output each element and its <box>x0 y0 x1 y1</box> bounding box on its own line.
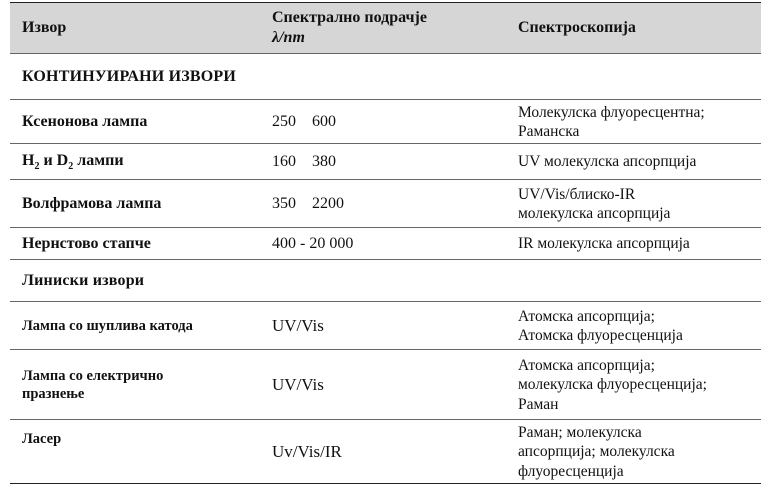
source-name: Волфрамова лампа <box>22 195 162 212</box>
source-name: Ксенонова лампа <box>22 113 148 130</box>
spectroscopy-line: Раман <box>518 395 559 413</box>
spectral-range: UV/Vis <box>272 375 324 395</box>
table-row <box>10 349 761 420</box>
section-title-line: Линиски извори <box>22 272 145 289</box>
spectroscopy-type <box>518 302 758 350</box>
spectroscopy-line: апсорпција; молекулска <box>518 443 675 461</box>
spectroscopy-type <box>518 420 758 484</box>
header-spectroscopy: Спектроскопија <box>518 19 636 36</box>
spectroscopy-line: Молекулска флуоресцентна; <box>518 103 705 121</box>
section-row-continuous <box>10 53 761 100</box>
source-name: Нернстово стапче <box>22 235 151 252</box>
spectral-range: UV/Vis <box>272 316 324 336</box>
spectroscopy-type <box>518 180 758 228</box>
table-row <box>10 301 761 350</box>
spectroscopy-line: Атомска флуоресценција <box>518 327 683 344</box>
source-name-part: лампи <box>73 151 124 169</box>
table-row <box>10 143 761 180</box>
subscript: 2 <box>68 160 74 172</box>
table-row <box>10 227 761 260</box>
subscript: 2 <box>34 160 40 172</box>
header-spectral-range-unit: λ/nm <box>272 29 305 46</box>
source-name <box>22 144 267 180</box>
header-spectral-range <box>272 3 502 53</box>
spectral-range: 350 2200 <box>272 195 344 212</box>
header-spectral-range-title: Спектрално подрачје <box>272 9 427 26</box>
section-row-line <box>10 259 761 302</box>
spectroscopy-line: UV/Vis/блиско-IR <box>518 185 636 203</box>
spectral-range: 250 600 <box>272 113 336 130</box>
spectroscopy-line: Раманска <box>518 123 580 140</box>
spectroscopy-line: Атомска апсорпција; <box>518 307 655 325</box>
spectroscopy-line: Атомска апсорпција; <box>518 356 655 374</box>
spectroscopy-line: молекулска флуоресценција; <box>518 376 707 394</box>
spectroscopy-type: UV молекулска апсорпција <box>518 153 697 171</box>
spectroscopy-type <box>518 350 758 420</box>
spectroscopy-line: Раман; молекулска <box>518 423 642 441</box>
source-name: Лампа со шуплива катода <box>22 317 193 334</box>
source-name-part: H <box>22 151 35 169</box>
spectral-range: 160 380 <box>272 153 336 170</box>
light-sources-table <box>10 2 761 484</box>
header-source: Извор <box>22 19 67 36</box>
spectroscopy-type <box>518 100 758 144</box>
source-name-line: Лампа со електрично <box>22 367 164 384</box>
spectral-range: 400 - 20 000 <box>272 235 354 252</box>
spectral-range: Uv/Vis/IR <box>272 442 342 462</box>
source-name <box>22 350 267 420</box>
section-title-continuous: КОНТИНУИРАНИ ИЗВОРИ <box>22 68 237 85</box>
source-name-line: празнење <box>22 386 85 402</box>
spectroscopy-line: флуоресценција <box>518 462 624 480</box>
table-header-row <box>10 3 761 53</box>
source-name-part: и D <box>39 151 69 169</box>
table-row <box>10 179 761 228</box>
table-row <box>10 99 761 144</box>
table-row <box>10 419 761 484</box>
source-name: Ласер <box>22 431 62 447</box>
spectroscopy-type: IR молекулска апсорпција <box>518 235 690 253</box>
spectroscopy-line: молекулска апсорпција <box>518 205 671 222</box>
